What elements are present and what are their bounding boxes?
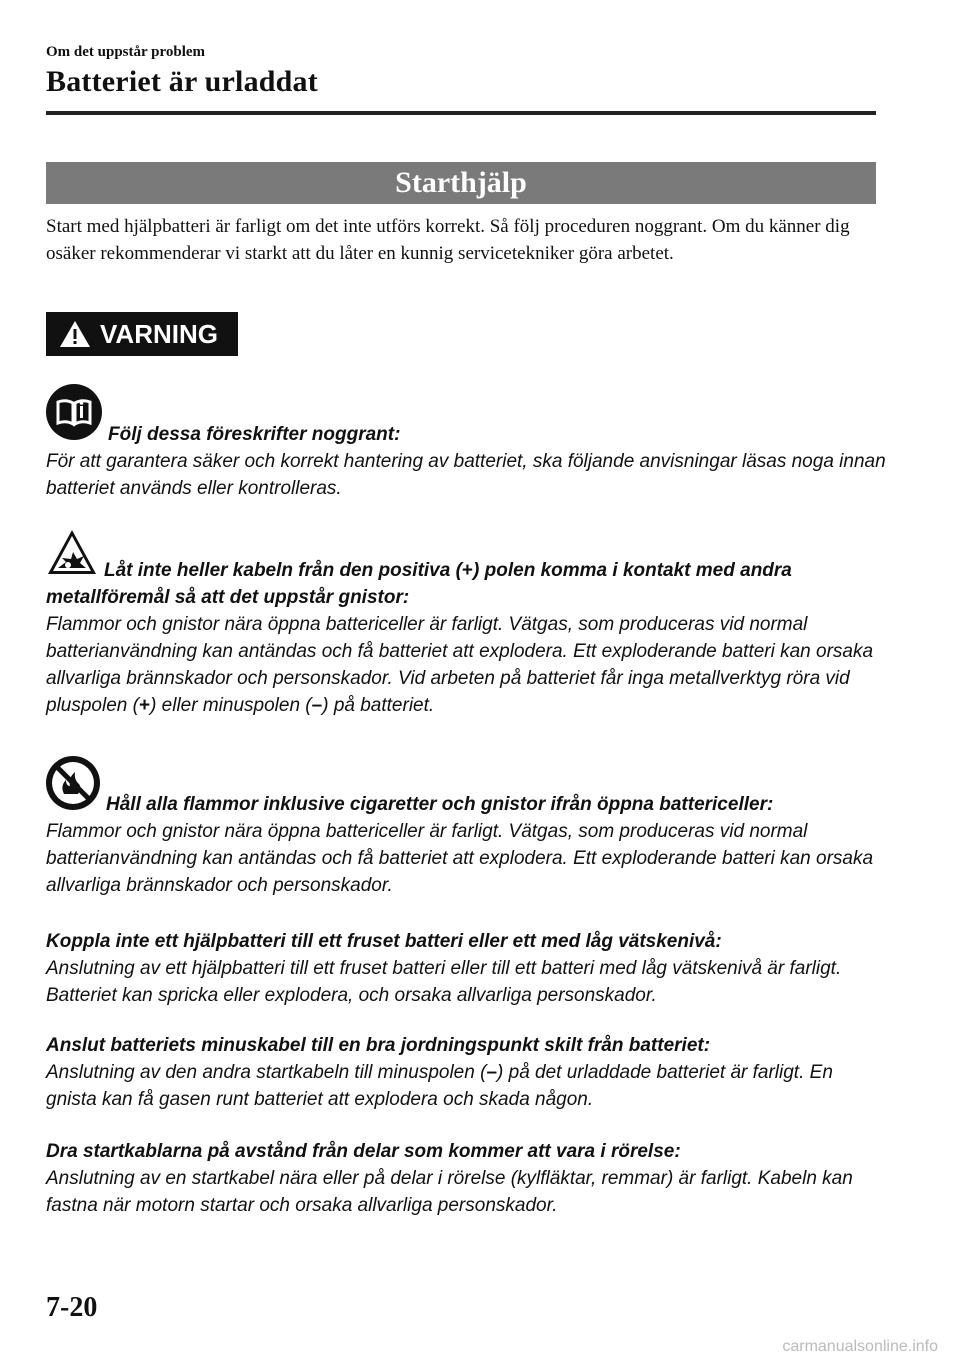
ground-section [46, 1032, 886, 1113]
plus-symbol: + [138, 695, 151, 716]
warning-badge [46, 312, 238, 356]
frozen-heading: Koppla inte ett hjälpbatteri till ett fruset batteri eller ett med låg vätskenivå: [46, 931, 722, 952]
plus-symbol: + [461, 560, 474, 581]
page-header [46, 44, 876, 115]
minus-symbol: – [311, 695, 323, 716]
manual-section [46, 384, 886, 502]
moving-section [46, 1138, 886, 1219]
intro-paragraph: Start med hjälpbatteri är farligt om det inte utförs korrekt. Så följ proceduren noggrant. Om du känner dig osäker rekommenderar vi starkt att du låter en kunnig servicetekniker göra arbetet. [46, 216, 850, 264]
header-rule [46, 111, 876, 115]
warning-label: VARNING [100, 318, 218, 349]
spark-heading-2: ) polen komma i kontakt med andra metallföremål så att det uppstår gnistor: [46, 560, 792, 608]
manual-body: För att garantera säker och korrekt hantering av batteriet, ska följande anvisningar läsas noga innan batteriet används eller kontrolleras. [46, 451, 886, 499]
spark-heading-1: Låt inte heller kabeln från den positiva ( [104, 560, 462, 581]
page-title: Batteriet är urladdat [46, 65, 318, 98]
moving-heading: Dra startkablarna på avstånd från delar som kommer att vara i rörelse: [46, 1141, 681, 1162]
frozen-section [46, 928, 886, 1009]
ground-body-2: ) på det urladdade batteriet är farligt. En gnista kan få gasen runt batteriet att explodera och skada någon. [46, 1062, 833, 1110]
spark-section [46, 528, 886, 719]
moving-body: Anslutning av en startkabel nära eller på delar i rörelse (kylfläktar, remmar) är farligt. Kabeln kan fastna när motorn startar och orsaka allvarliga personskador. [46, 1168, 853, 1216]
section-banner: Starthjälp [46, 162, 876, 204]
spark-body-1: Flammor och gnistor nära öppna battericeller är farligt. Vätgas, som produceras vid normal batterianvändning kan antändas och få batteriet att explodera. Ett exploderande batteri kan orsaka allvarliga brännskador och personskador. Vid arbeten på batteriet får inga metallverktyg röra vid pluspolen ( [46, 614, 874, 716]
warning-triangle-icon [58, 319, 92, 349]
manual-book-icon [46, 384, 102, 448]
minus-symbol: – [486, 1062, 498, 1083]
spark-body-3: ) på batteriet. [322, 695, 435, 716]
frozen-body: Anslutning av ett hjälpbatteri till ett fruset batteri eller till ett batteri med låg vätskenivå är farligt. Batteriet kan spricka eller explodera, och orsaka allvarliga personskador. [46, 958, 842, 1006]
page-number: 7-20 [46, 1292, 98, 1323]
flames-section [46, 756, 886, 899]
section-kicker: Om det uppstår problem [46, 44, 206, 60]
flames-body: Flammor och gnistor nära öppna battericeller är farligt. Vätgas, som produceras vid normal batterianvändning kan antändas och få batteriet att explodera. Ett exploderande batteri kan orsaka allvarliga brännskador och personskador. [46, 821, 874, 896]
manual-heading: Följ dessa föreskrifter noggrant: [108, 424, 401, 445]
explosion-warning-icon [46, 528, 98, 584]
spark-body-2: ) eller minuspolen ( [150, 695, 312, 716]
flames-heading: Håll alla flammor inklusive cigaretter och gnistor ifrån öppna battericeller: [106, 794, 774, 815]
no-open-flame-icon [46, 756, 100, 818]
ground-body-1: Anslutning av den andra startkabeln till minuspolen ( [46, 1062, 487, 1083]
ground-heading: Anslut batteriets minuskabel till en bra jordningspunkt skilt från batteriet: [46, 1035, 711, 1056]
watermark-text: carmanualsonline.info [782, 1338, 938, 1355]
